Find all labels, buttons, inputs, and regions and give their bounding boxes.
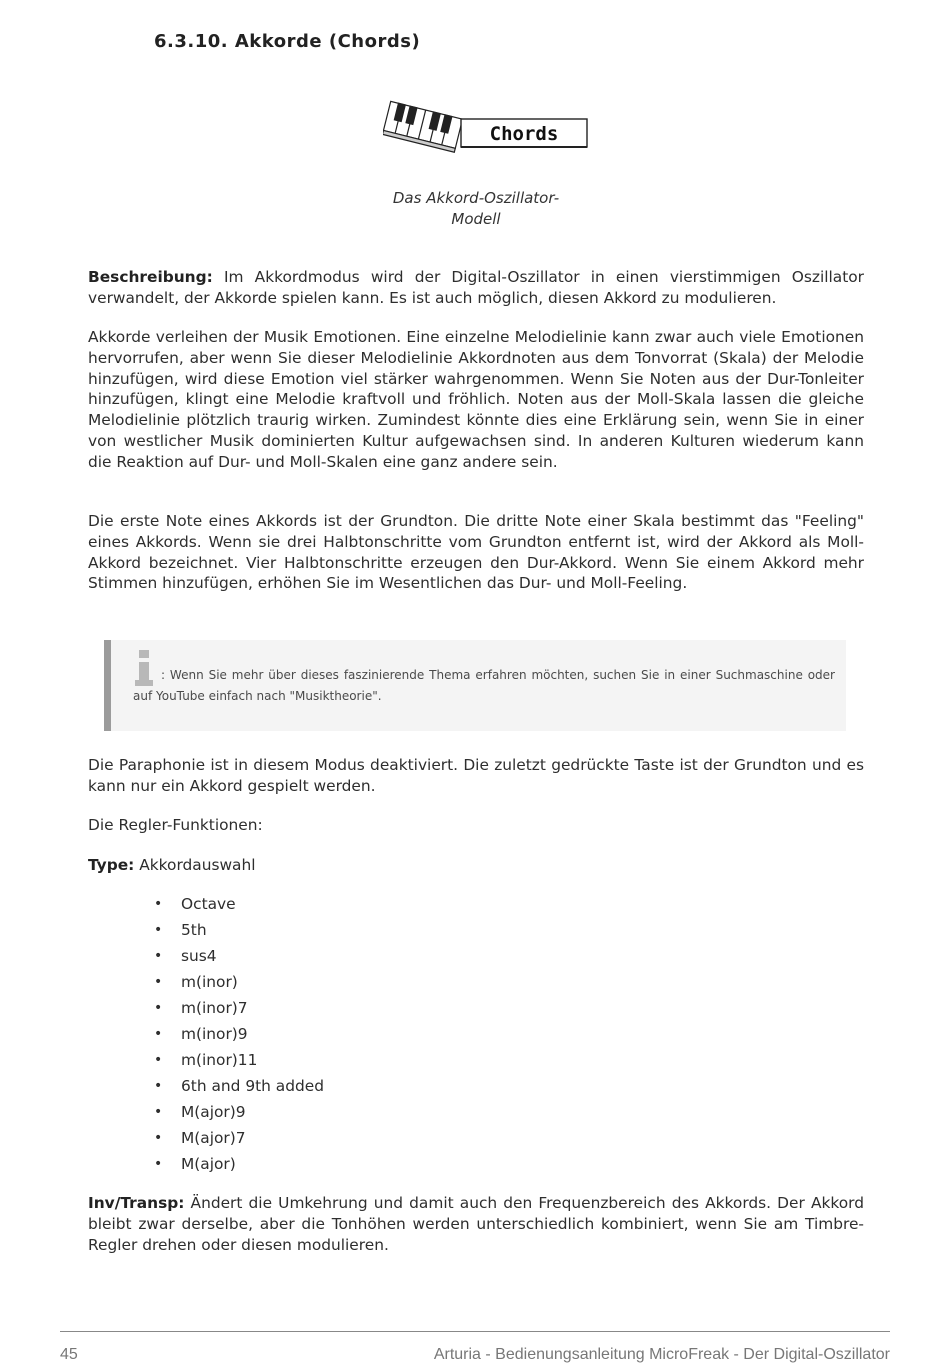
footer-divider: [60, 1331, 890, 1332]
list-item: • m(inor): [154, 970, 324, 996]
description-text: Im Akkordmodus wird der Digital-Oszillator in einen vierstimmigen Oszillator verwandelt, der Akkorde spielen kann. Es ist auch möglich, diesen Akkord zu modulieren.: [88, 268, 864, 307]
figure-caption: [350, 188, 602, 230]
description-paragraph: [88, 267, 864, 309]
list-item: • Octave: [154, 892, 324, 918]
chords-oscillator-figure: [383, 100, 589, 156]
list-item: • M(ajor): [154, 1152, 324, 1178]
info-note-text: : Wenn Sie mehr über dieses faszinierende Thema erfahren möchten, suchen Sie in einer Suchmaschine oder auf YouTube einfach nach "Musiktheorie".: [133, 668, 835, 703]
inv-transp-label: Inv/Transp:: [88, 1194, 185, 1212]
type-paragraph: [88, 855, 864, 876]
bullet: •: [154, 896, 163, 912]
bullet: •: [154, 1156, 163, 1172]
list-item: • m(inor)7: [154, 996, 324, 1022]
paraphony-paragraph: Die Paraphonie ist in diesem Modus deaktiviert. Die zuletzt gedrückte Taste ist der Grundton und es kann nur ein Akkord gespielt werden.: [88, 756, 864, 795]
bullet: •: [154, 1026, 163, 1042]
emotions-paragraph: Akkorde verleihen der Musik Emotionen. Eine einzelne Melodielinie kann zwar auch viele Emotionen hervorrufen, aber wenn Sie dieser Melodielinie Akkordnoten aus dem Tonvorrat (Skala) der Melodie hinzufügen, wird diese Emotion viel stärker wahrgenommen. Wenn Sie Noten aus der Dur-Tonleiter hinzufügen, klingt eine Melodie kraftvoll und fröhlich. Noten aus der Moll-Skala lassen die gleiche Melodielinie plötzlich traurig wirken. Zumindest könnte dies eine Erklärung sein, wenn Sie in einer von westlicher Musik dominierten Kultur aufgewachsen sind. In anderen Kulturen wiederum kann die Reaktion auf Dur- und Moll-Skalen eine ganz andere sein.: [88, 328, 864, 471]
list-item: • M(ajor)9: [154, 1100, 324, 1126]
section-heading: 6.3.10. Akkorde (Chords): [154, 31, 421, 52]
type-text: Akkordauswahl: [134, 856, 256, 874]
list-item: • 6th and 9th added: [154, 1074, 324, 1100]
bullet: •: [154, 922, 163, 938]
list-item: • sus4: [154, 944, 324, 970]
bullet: •: [154, 974, 163, 990]
inv-transp-text: Ändert die Umkehrung und damit auch den Frequenzbereich des Akkords. Der Akkord bleibt zwar derselbe, aber die Tonhöhen werden unterschiedlich kombiniert, wenn Sie am Timbre-Regler drehen oder diesen modulieren.: [88, 1194, 864, 1254]
caption-line-2: Modell: [451, 210, 501, 228]
type-label: Type:: [88, 856, 135, 874]
list-item: • M(ajor)7: [154, 1126, 324, 1152]
page-number: 45: [60, 1346, 78, 1363]
bullet: •: [154, 948, 163, 964]
chords-label: Chords: [489, 123, 559, 145]
description-label: Beschreibung:: [88, 268, 213, 286]
bullet: •: [154, 1104, 163, 1120]
list-item: • 5th: [154, 918, 324, 944]
piano-keys-icon: [383, 100, 589, 156]
bullet: •: [154, 1052, 163, 1068]
list-item: • m(inor)9: [154, 1022, 324, 1048]
inv-transp-paragraph: [88, 1193, 864, 1255]
footer-title: Arturia - Bedienungsanleitung MicroFreak - Der Digital-Oszillator: [433, 1346, 890, 1363]
info-note-box: [104, 640, 846, 731]
controls-intro: Die Regler-Funktionen:: [88, 816, 263, 834]
bullet: •: [154, 1078, 163, 1094]
bullet: •: [154, 1000, 163, 1016]
list-item: • m(inor)11: [154, 1048, 324, 1074]
bullet: •: [154, 1130, 163, 1146]
root-note-paragraph: Die erste Note eines Akkords ist der Grundton. Die dritte Note einer Skala bestimmt das "Feeling" eines Akkords. Wenn sie drei Halbtonschritte vom Grundton entfernt ist, wird der Akkord als Moll-Akkord bezeichnet. Vier Halbtonschritte erzeugen den Dur-Akkord. Wenn Sie einem Akkord mehr Stimmen hinzufügen, erhöhen Sie im Wesentlichen das Dur- und Moll-Feeling.: [88, 512, 864, 593]
caption-line-1: Das Akkord-Oszillator-: [392, 189, 560, 207]
chord-type-list: [154, 892, 324, 1178]
